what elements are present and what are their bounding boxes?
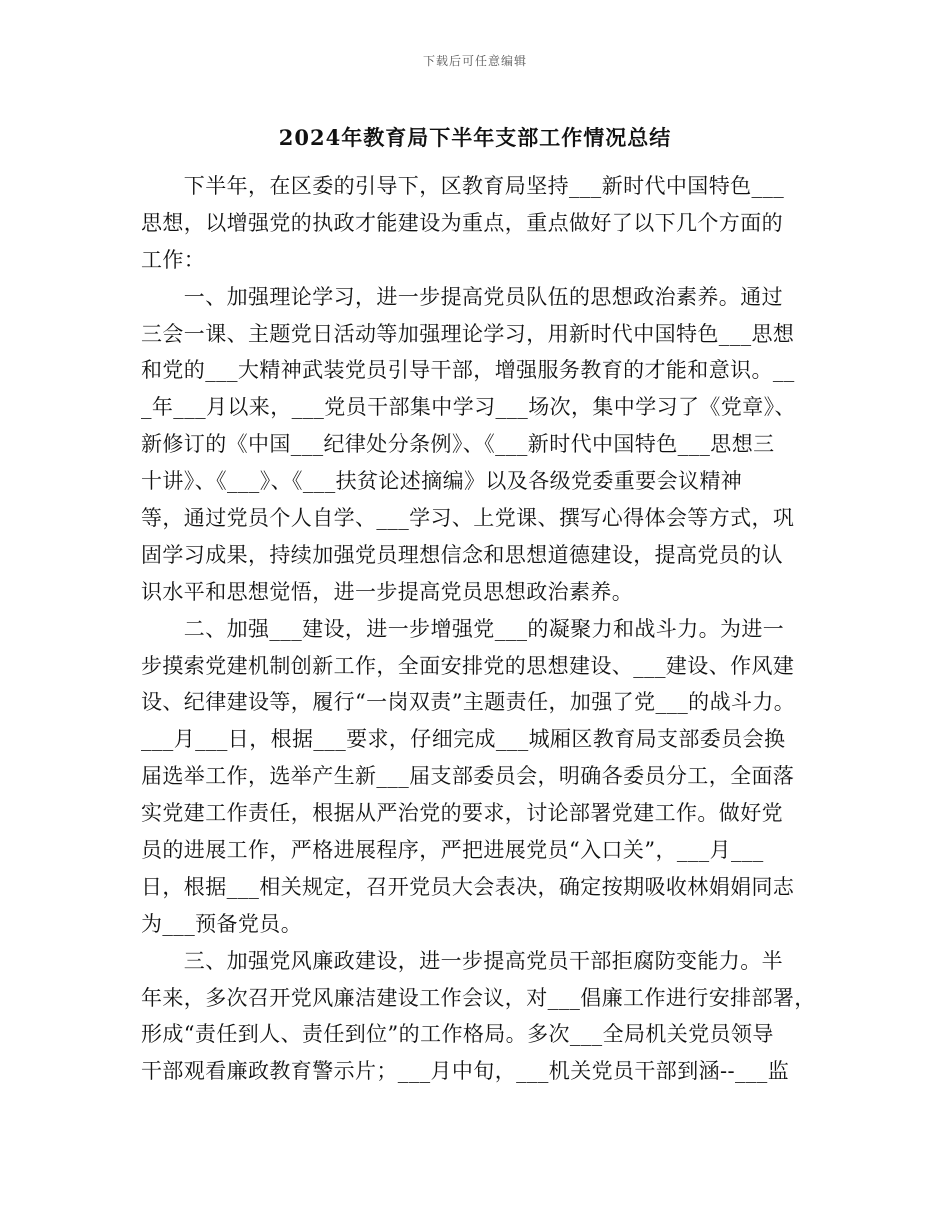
text-line: 干部观看廉政教育警示片；___月中旬，___机关党员干部到涵--___监 (141, 1059, 790, 1084)
text-line: 日，根据___相关规定，召开党员大会表决，确定按期吸收林娟娟同志 (141, 874, 795, 899)
text-line: 年来，多次召开党风廉洁建设工作会议，对___倡廉工作进行安排部署， (141, 985, 816, 1010)
document-title: 2024年教育局下半年支部工作情况总结 (278, 125, 672, 150)
text-line: 等，通过党员个人自学、___学习、上党课、撰写心得体会等方式，巩 (141, 506, 795, 531)
text-line: 三、加强党风廉政建设，进一步提高党员干部拒腐防变能力。半 (141, 948, 783, 973)
text-line: 和党的___大精神武装党员引导干部，增强服务教育的才能和意识。__ (141, 358, 795, 383)
text-line: 实党建工作责任，根据从严治党的要求，讨论部署党建工作。做好党 (141, 801, 783, 826)
document-body (141, 168, 816, 1090)
text-line: 思想，以增强党的执政才能建设为重点，重点做好了以下几个方面的 (141, 210, 783, 235)
text-line: ___月___日，根据___要求，仔细完成___城厢区教育局支部委员会换 (141, 727, 786, 752)
text-line: 工作： (141, 247, 206, 272)
header-note: 下载后可任意编辑 (422, 54, 527, 68)
text-line: 三会一课、主题党日活动等加强理论学习，用新时代中国特色___思想 (141, 321, 795, 346)
text-line: 下半年，在区委的引导下，区教育局坚持___新时代中国特色___ (141, 174, 785, 198)
text-line: 二、加强___建设，进一步增强党___的凝聚力和战斗力。为进一 (141, 616, 785, 641)
text-line: 新修订的《中国___纪律处分条例》、《___新时代中国特色___思想三 (141, 432, 775, 457)
text-line: _年___月以来，___党员干部集中学习___场次，集中学习了《党章》、 (141, 395, 796, 420)
text-line: 届选举工作，选举产生新___届支部委员会，明确各委员分工，全面落 (141, 764, 795, 789)
text-line: 步摸索党建机制创新工作，全面安排党的思想建设、___建设、作风建 (141, 653, 795, 678)
text-line: 设、纪律建设等，履行“一岗双责”主题责任，加强了党___的战斗力。 (141, 690, 796, 715)
text-line: 识水平和思想觉悟，进一步提高党员思想政治素养。 (141, 579, 634, 604)
text-line: 固学习成果，持续加强党员理想信念和思想道德建设，提高党员的认 (141, 542, 783, 567)
text-line: 为___预备党员。 (141, 911, 303, 936)
text-line: 十讲》、《___》、《___扶贫论述摘编》以及各级党委重要会议精神 (141, 469, 743, 494)
text-line: 一、加强理论学习，进一步提高党员队伍的思想政治素养。通过 (141, 284, 783, 309)
text-line: 形成“责任到人、责任到位”的工作格局。多次___全局机关党员领导 (141, 1022, 774, 1047)
text-line: 员的进展工作，严格进展程序，严把进展党员“入口关”，___月___ (141, 838, 764, 863)
